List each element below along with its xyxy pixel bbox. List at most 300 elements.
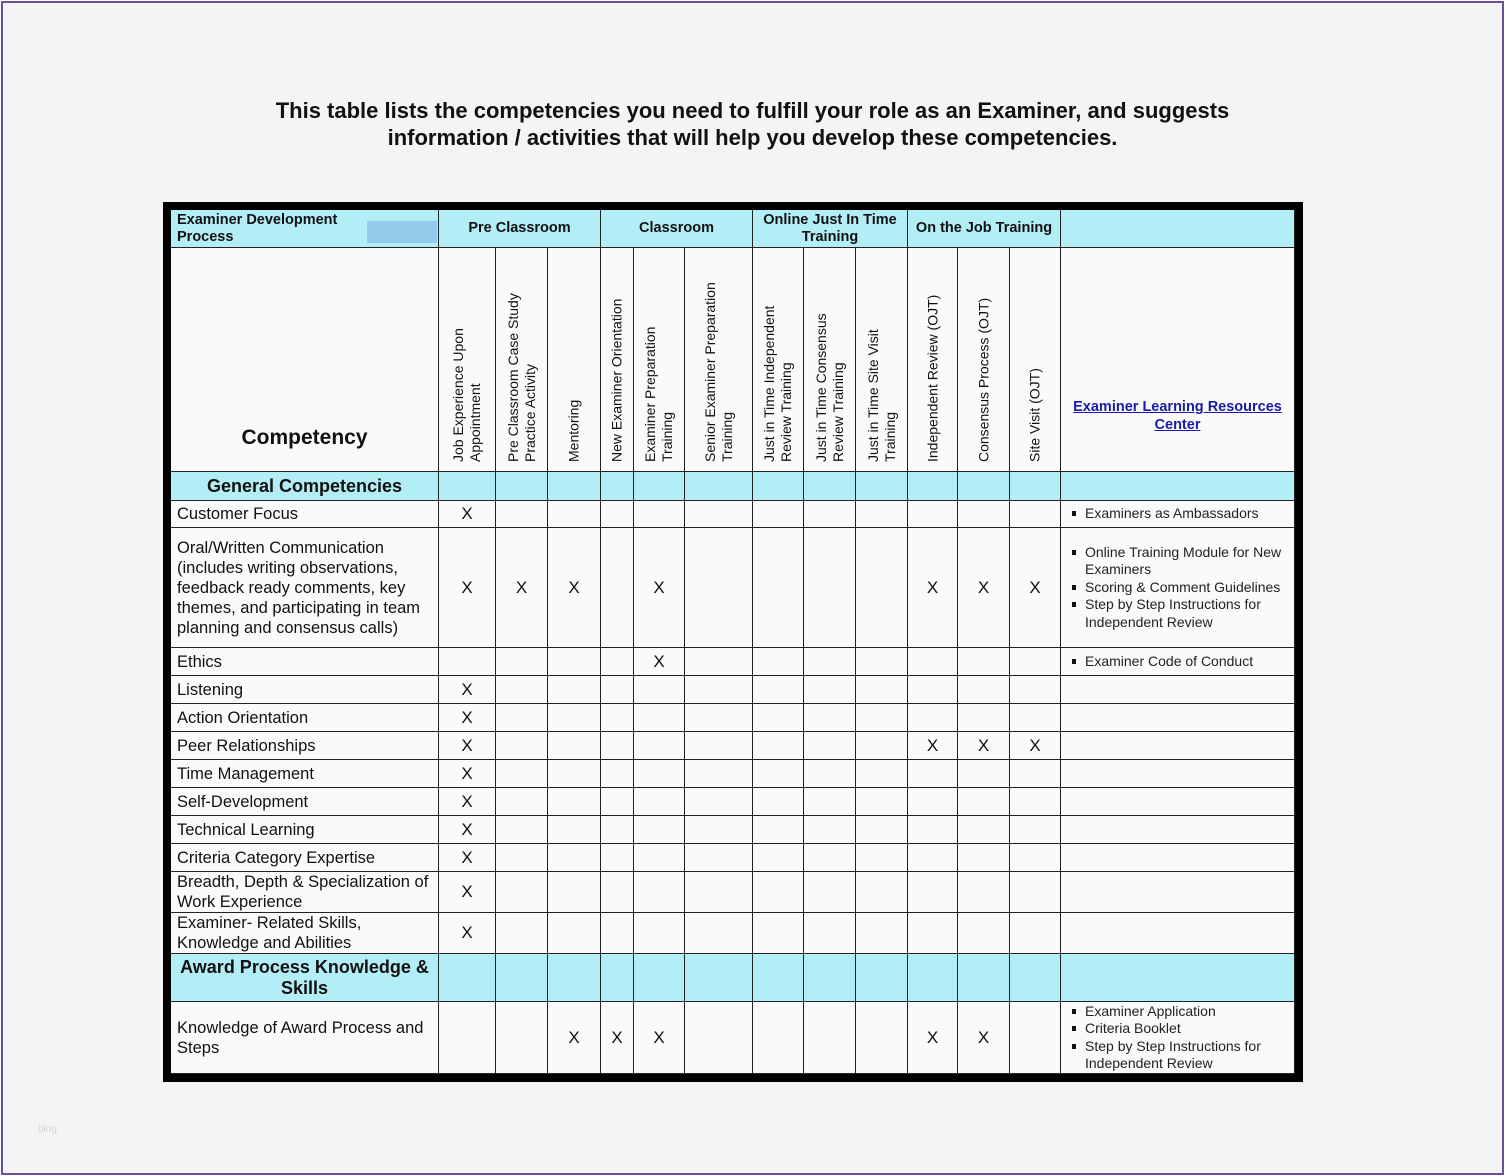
activity-cell (1010, 872, 1061, 913)
competency-cell (171, 676, 439, 704)
column-header-9 (856, 248, 908, 472)
section-title: General Competencies (206, 475, 403, 496)
column-header-line: Independent Review (OJT) (924, 294, 940, 462)
activity-cell (908, 528, 958, 648)
activity-mark: X (653, 577, 665, 597)
column-header-5 (634, 248, 685, 472)
column-header-line: Appointment (467, 383, 483, 462)
resource-item: Examiner Application (1071, 1003, 1285, 1021)
activity-cell (753, 501, 804, 528)
column-header-line: Training (718, 411, 735, 462)
column-header-1 (439, 248, 496, 472)
competency-cell (171, 732, 439, 760)
activity-cell (496, 844, 548, 872)
activity-cell (1010, 816, 1061, 844)
competency-matrix (163, 202, 1303, 1082)
activity-cell (958, 732, 1010, 760)
activity-cell (685, 816, 753, 844)
resource-item: Step by Step Instructions for Independent Review (1071, 1038, 1285, 1073)
competency-cell (171, 501, 439, 528)
column-header-line: Review Training (778, 362, 794, 462)
activity-cell (601, 732, 634, 760)
column-header-6 (685, 248, 753, 472)
process-arrow-band (367, 221, 437, 243)
activity-cell (601, 648, 634, 676)
activity-cell (496, 872, 548, 913)
resources-cell (1061, 788, 1295, 816)
activity-mark: X (977, 577, 990, 597)
activity-cell (548, 872, 601, 913)
competency-cell (171, 760, 439, 788)
activity-cell (685, 1002, 753, 1074)
column-header-line: Review Training (829, 362, 846, 462)
activity-cell (634, 528, 685, 648)
column-header-label (609, 299, 626, 462)
activity-cell (439, 704, 496, 732)
activity-cell (958, 528, 1010, 648)
column-header-4 (601, 248, 634, 472)
section-fill-cell (908, 472, 958, 501)
activity-cell (1010, 648, 1061, 676)
column-header-label (813, 313, 847, 462)
activity-cell (856, 501, 908, 528)
page-title (200, 97, 1305, 151)
activity-mark: X (461, 791, 473, 811)
activity-cell (753, 913, 804, 954)
activity-mark: X (653, 1027, 665, 1047)
activity-cell (958, 676, 1010, 704)
competency-name: Customer Focus (177, 505, 299, 523)
activity-cell (685, 732, 753, 760)
activity-cell (958, 648, 1010, 676)
activity-mark: X (461, 735, 473, 755)
competency-name: Ethics (177, 652, 222, 671)
activity-cell (753, 676, 804, 704)
activity-cell (856, 816, 908, 844)
activity-mark: X (611, 1027, 623, 1047)
competency-name: Criteria Category Expertise (177, 848, 376, 867)
activity-cell (856, 732, 908, 760)
activity-cell (439, 528, 496, 648)
activity-cell (634, 704, 685, 732)
resources-cell (1061, 760, 1295, 788)
phase-header-1 (439, 210, 601, 248)
activity-cell (856, 913, 908, 954)
activity-cell (753, 732, 804, 760)
column-header-label-wrap (496, 248, 547, 471)
activity-cell (548, 760, 601, 788)
resources-cell (1061, 704, 1295, 732)
competency-name: Technical Learning (177, 820, 315, 839)
activity-cell (601, 676, 634, 704)
section-fill-cell (1061, 954, 1295, 1002)
activity-cell (753, 648, 804, 676)
column-header-line: Site Visit (OJT) (1026, 368, 1043, 462)
column-header-line: New Examiner Orientation (608, 298, 625, 462)
activity-cell (496, 648, 548, 676)
column-header-line: Pre Classroom Case Study (504, 293, 521, 462)
activity-cell (1010, 528, 1061, 648)
activity-cell (601, 1002, 634, 1074)
column-header-label (975, 298, 992, 462)
activity-cell (804, 732, 856, 760)
competency-cell (171, 844, 439, 872)
activity-cell (804, 844, 856, 872)
activity-cell (958, 1002, 1010, 1074)
resources-cell (1061, 844, 1295, 872)
activity-cell (548, 913, 601, 954)
activity-cell (804, 788, 856, 816)
matrix-grid (171, 210, 1295, 1074)
phase-label: Classroom (639, 220, 714, 236)
resource-item: Step by Step Instructions for Independent Review (1071, 596, 1285, 631)
activity-cell (685, 528, 753, 648)
activity-cell (856, 788, 908, 816)
activity-mark: X (461, 707, 473, 727)
column-header-label-wrap (958, 248, 1009, 471)
phase-header-3 (753, 210, 908, 248)
section-fill-cell (548, 954, 601, 1002)
activity-mark: X (461, 819, 473, 839)
column-header-label (450, 328, 484, 462)
activity-cell (958, 872, 1010, 913)
phase-header-2 (601, 210, 753, 248)
title-line-1: This table lists the competencies you need to fulfill your role as an Examiner, and suggests (275, 98, 1230, 123)
activity-cell (496, 676, 548, 704)
activity-cell (1010, 501, 1061, 528)
activity-cell (685, 788, 753, 816)
activity-cell (1010, 1002, 1061, 1074)
column-header-label-wrap (1010, 248, 1060, 471)
activity-cell (1010, 913, 1061, 954)
column-header-label-wrap (439, 248, 495, 471)
competency-cell (171, 788, 439, 816)
activity-cell (601, 788, 634, 816)
activity-cell (804, 704, 856, 732)
section-fill-cell (804, 954, 856, 1002)
activity-cell (496, 1002, 548, 1074)
resources-cell (1061, 816, 1295, 844)
activity-cell (958, 844, 1010, 872)
column-header-label-wrap (753, 248, 803, 471)
column-header-line: Job Experience Upon (450, 328, 466, 462)
activity-cell (548, 704, 601, 732)
activity-cell (908, 872, 958, 913)
resources-cell (1061, 648, 1295, 676)
activity-cell (804, 872, 856, 913)
column-header-2 (496, 248, 548, 472)
column-header-line: Just in Time Consensus (812, 313, 829, 462)
section-title: Award Process Knowledge & Skills (180, 956, 429, 998)
activity-cell (439, 816, 496, 844)
column-header-line: Examiner Preparation (642, 326, 658, 462)
column-header-label (761, 306, 795, 462)
resource-item: Examiner Code of Conduct (1071, 653, 1285, 671)
activity-mark: X (568, 577, 580, 597)
activity-cell (601, 844, 634, 872)
activity-cell (753, 704, 804, 732)
section-fill-cell (685, 954, 753, 1002)
activity-mark: X (1029, 577, 1041, 597)
section-fill-cell (856, 954, 908, 1002)
resource-item: Examiners as Ambassadors (1071, 505, 1285, 523)
activity-cell (908, 501, 958, 528)
phase-label: On the Job Training (915, 220, 1053, 236)
activity-cell (634, 844, 685, 872)
resources-header-cell (1061, 248, 1295, 472)
activity-cell (958, 501, 1010, 528)
resources-cell (1061, 528, 1295, 648)
activity-cell (908, 760, 958, 788)
activity-cell (753, 816, 804, 844)
activity-cell (753, 528, 804, 648)
activity-cell (496, 816, 548, 844)
activity-cell (496, 501, 548, 528)
activity-cell (439, 732, 496, 760)
competency-heading: Competency (241, 426, 368, 449)
column-header-label (566, 400, 583, 462)
activity-cell (634, 816, 685, 844)
activity-cell (548, 732, 601, 760)
activity-cell (439, 760, 496, 788)
competency-name: Action Orientation (177, 708, 309, 727)
activity-cell (856, 704, 908, 732)
phase-header-4 (908, 210, 1061, 248)
competency-cell (171, 816, 439, 844)
activity-cell (439, 913, 496, 954)
activity-cell (908, 1002, 958, 1074)
activity-cell (908, 816, 958, 844)
resources-list (1071, 501, 1290, 527)
activity-cell (548, 676, 601, 704)
activity-cell (685, 844, 753, 872)
competency-name: Self-Development (177, 792, 309, 811)
activity-mark: X (568, 1027, 580, 1047)
column-header-label (1027, 368, 1044, 462)
section-fill-cell (804, 472, 856, 501)
activity-cell (634, 788, 685, 816)
column-header-line: Mentoring (565, 399, 582, 462)
column-header-label-wrap (548, 248, 600, 471)
activity-cell (908, 913, 958, 954)
activity-cell (685, 704, 753, 732)
column-header-11 (958, 248, 1010, 472)
activity-cell (439, 844, 496, 872)
section-fill-cell (439, 954, 496, 1002)
activity-cell (634, 872, 685, 913)
activity-cell (856, 844, 908, 872)
activity-cell (856, 528, 908, 648)
activity-cell (548, 788, 601, 816)
phase-label: Pre Classroom (468, 220, 571, 236)
competency-header-cell (171, 248, 439, 472)
resources-list (1071, 648, 1290, 675)
process-header-cell (171, 210, 439, 248)
activity-cell (804, 501, 856, 528)
activity-cell (856, 648, 908, 676)
activity-cell (958, 760, 1010, 788)
activity-cell (439, 501, 496, 528)
column-header-label (642, 327, 676, 462)
section-fill-cell (958, 472, 1010, 501)
activity-cell (634, 501, 685, 528)
activity-cell (1010, 760, 1061, 788)
column-header-line: Training (881, 411, 898, 462)
column-header-label-wrap (856, 248, 907, 471)
activity-cell (601, 528, 634, 648)
watermark: blog (38, 1124, 57, 1135)
activity-mark: X (461, 882, 473, 901)
resources-phase-cell (1061, 210, 1295, 248)
activity-mark: X (977, 735, 990, 755)
column-header-label-wrap (634, 248, 684, 471)
activity-cell (439, 788, 496, 816)
activity-mark: X (977, 1027, 990, 1047)
column-header-label (505, 293, 539, 462)
column-header-10 (908, 248, 958, 472)
learning-resources-link[interactable]: Examiner Learning Resources Center (1073, 399, 1282, 433)
activity-cell (1010, 732, 1061, 760)
activity-cell (496, 528, 548, 648)
section-fill-cell (601, 472, 634, 501)
activity-cell (548, 528, 601, 648)
activity-cell (1010, 844, 1061, 872)
section-fill-cell (634, 954, 685, 1002)
activity-cell (685, 872, 753, 913)
activity-mark: X (926, 577, 939, 597)
resources-cell (1061, 872, 1295, 913)
column-header-8 (804, 248, 856, 472)
activity-cell (753, 788, 804, 816)
resources-cell (1061, 676, 1295, 704)
activity-mark: X (926, 735, 939, 755)
resources-cell (1061, 913, 1295, 954)
activity-cell (804, 648, 856, 676)
activity-cell (496, 760, 548, 788)
activity-cell (804, 760, 856, 788)
competency-name: Oral/Written Communication (includes writing observations, feedback ready comments, key themes, and participating in team planning and consensus calls) (177, 538, 421, 637)
column-header-12 (1010, 248, 1061, 472)
activity-cell (496, 704, 548, 732)
resources-cell (1061, 1002, 1295, 1074)
phase-label: Online Just In Time Training (763, 211, 897, 245)
activity-cell (1010, 788, 1061, 816)
activity-cell (439, 648, 496, 676)
activity-cell (601, 816, 634, 844)
activity-cell (804, 1002, 856, 1074)
activity-mark: X (461, 923, 473, 942)
activity-cell (908, 732, 958, 760)
activity-cell (548, 844, 601, 872)
activity-cell (634, 648, 685, 676)
activity-cell (958, 788, 1010, 816)
title-line-2: information / activities that will help you develop these competencies. (387, 125, 1118, 150)
activity-mark: X (461, 679, 473, 699)
activity-cell (601, 872, 634, 913)
activity-cell (601, 913, 634, 954)
activity-cell (804, 676, 856, 704)
activity-cell (908, 676, 958, 704)
column-header-label-wrap (908, 248, 957, 471)
resources-cell (1061, 732, 1295, 760)
activity-mark: X (461, 847, 473, 867)
resources-list (1071, 1002, 1290, 1073)
activity-cell (548, 1002, 601, 1074)
section-fill-cell (496, 472, 548, 501)
column-header-label (702, 282, 736, 462)
column-header-line: Just in Time Independent (761, 305, 777, 462)
competency-cell (171, 913, 439, 954)
activity-cell (685, 760, 753, 788)
activity-cell (908, 704, 958, 732)
section-fill-cell (753, 472, 804, 501)
activity-cell (601, 704, 634, 732)
activity-cell (753, 760, 804, 788)
section-fill-cell (1010, 472, 1061, 501)
activity-cell (804, 913, 856, 954)
activity-cell (856, 1002, 908, 1074)
activity-mark: X (515, 577, 528, 597)
competency-cell (171, 648, 439, 676)
activity-cell (634, 913, 685, 954)
activity-cell (496, 732, 548, 760)
activity-cell (958, 704, 1010, 732)
competency-cell (171, 872, 439, 913)
activity-cell (958, 816, 1010, 844)
activity-cell (908, 844, 958, 872)
activity-cell (753, 844, 804, 872)
activity-cell (753, 872, 804, 913)
activity-mark: X (926, 1027, 939, 1047)
resource-item: Online Training Module for New Examiners (1071, 544, 1285, 579)
section-fill-cell (685, 472, 753, 501)
column-header-7 (753, 248, 804, 472)
column-header-line: Senior Examiner Preparation (701, 282, 718, 462)
section-fill-cell (634, 472, 685, 501)
section-fill-cell (496, 954, 548, 1002)
activity-cell (548, 501, 601, 528)
competency-name: Time Management (177, 764, 314, 783)
activity-mark: X (461, 504, 473, 523)
column-header-line: Consensus Process (OJT) (975, 297, 991, 462)
activity-cell (548, 816, 601, 844)
section-fill-cell (856, 472, 908, 501)
resource-item: Criteria Booklet (1071, 1020, 1285, 1038)
column-header-label-wrap (685, 248, 752, 471)
activity-cell (958, 913, 1010, 954)
activity-cell (804, 816, 856, 844)
activity-cell (908, 648, 958, 676)
column-header-label-wrap (601, 248, 633, 471)
activity-cell (753, 1002, 804, 1074)
section-fill-cell (753, 954, 804, 1002)
resources-cell (1061, 501, 1295, 528)
column-header-3 (548, 248, 601, 472)
section-header-1 (171, 472, 439, 501)
competency-name: Examiner- Related Skills, Knowledge and Abilities (177, 914, 362, 952)
competency-name: Listening (177, 680, 244, 699)
activity-cell (804, 528, 856, 648)
column-header-line: Practice Activity (521, 363, 538, 462)
section-fill-cell (601, 954, 634, 1002)
activity-mark: X (461, 763, 473, 783)
activity-mark: X (1029, 735, 1041, 755)
section-header-2 (171, 954, 439, 1002)
activity-cell (685, 501, 753, 528)
activity-cell (601, 501, 634, 528)
activity-cell (685, 676, 753, 704)
competency-cell (171, 704, 439, 732)
